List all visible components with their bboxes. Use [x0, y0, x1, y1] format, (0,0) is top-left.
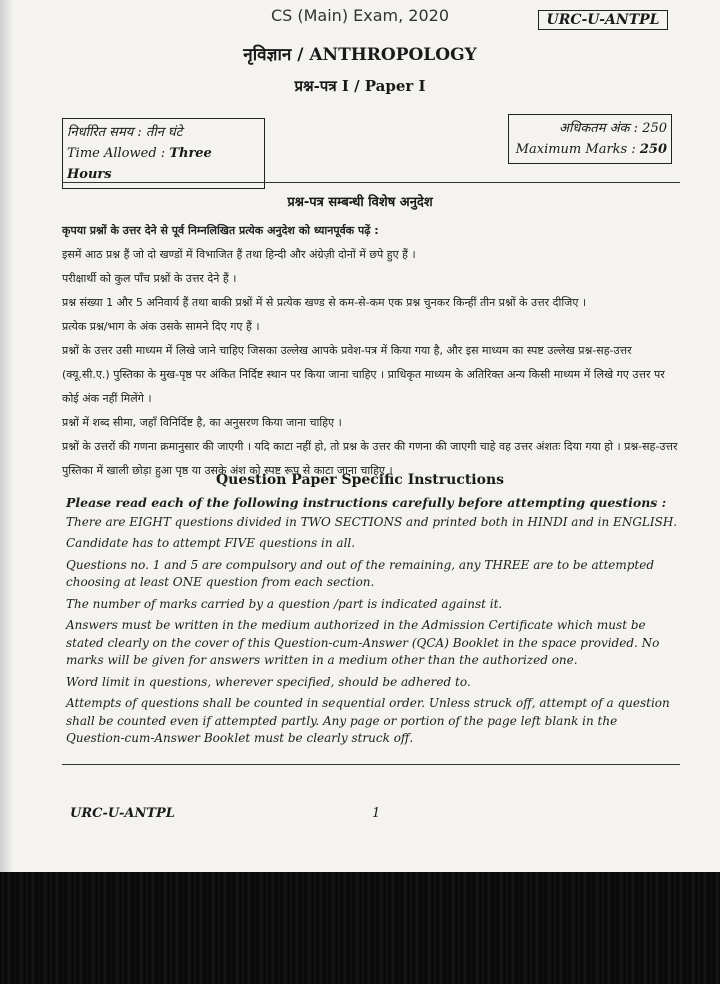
time-allowed-value: Three Hours — [67, 146, 212, 182]
maximum-marks-value: 250 — [639, 142, 667, 157]
hindi-instruction-line: प्रश्न संख्या 1 और 5 अनिवार्य हैं तथा बाकी प्रश्नों में से प्रत्येक खण्ड से कम-से-कम एक प्रश्न चुनकर किन्हीं तीन प्रश्नों के उत्तर दीजिए । — [62, 296, 587, 309]
english-instructions — [66, 494, 678, 752]
english-instructions-heading: Question Paper Specific Instructions — [215, 472, 505, 488]
subject-title: नृविज्ञान / ANTHROPOLOGY — [243, 45, 477, 65]
maximum-marks-box — [508, 114, 672, 164]
english-instructions-lead: Please read each of the following instructions carefully before attempting questions : — [66, 495, 667, 510]
english-instruction-line: Candidate has to attempt FIVE questions in all. — [66, 536, 356, 550]
english-instruction-line: There are EIGHT questions divided in TWO SECTIONS and printed both in HINDI and in ENGLISH. — [66, 514, 678, 529]
hindi-instructions — [62, 219, 682, 483]
hindi-instruction-line: प्रश्नों के उत्तर उसी माध्यम में लिखे जाने चाहिए जिसका उल्लेख आपके प्रवेश-पत्र में किया गया है, और इस माध्यम का स्पष्ट उल्लेख प्रश्न-सह-उत्तर (क्यू.सी.ए.) पुस्तिका के मुख-पृष्ठ पर अंकित निर्दिष्ट स्थान पर किया जाना चाहिए । प्राधिकृत माध्यम के अतिरिक्त अन्य किसी माध्यम में लिखे गए उत्तर पर कोई अंक नहीं मिलेंगे । — [62, 344, 665, 405]
time-allowed-box — [62, 118, 265, 189]
hindi-instructions-heading: प्रश्न-पत्र सम्बन्धी विशेष अनुदेश — [287, 195, 433, 210]
paper-number: प्रश्न-पत्र I / Paper I — [294, 77, 426, 95]
english-instruction-line: Answers must be written in the medium authorized in the Admission Certificate which must be stated clearly on the cover of this Question-cum-Answer (QCA) Booklet in the space provided. No marks will be given for answers written in a medium other than the authorized one. — [66, 618, 660, 667]
exam-title: CS (Main) Exam, 2020 — [270, 6, 450, 25]
page-number: 1 — [372, 806, 381, 821]
time-allowed-label: Time Allowed : — [67, 146, 170, 161]
hindi-instruction-line: इसमें आठ प्रश्न हैं जो दो खण्डों में विभाजित हैं तथा हिन्दी और अंग्रेज़ी दोनों में छपे हुए हैं । — [62, 248, 416, 261]
english-instruction-line: Attempts of questions shall be counted in sequential order. Unless struck off, attempt of a question shall be counted even if attempted partly. Any page or portion of the page left blank in the Question-cum-Answer Booklet must be clearly struck off. — [66, 696, 670, 745]
maximum-marks-label: Maximum Marks : — [515, 142, 640, 157]
hindi-instruction-line: प्रश्नों में शब्द सीमा, जहाँ विनिर्दिष्ट है, का अनुसरण किया जाना चाहिए । — [62, 416, 342, 429]
scan-edge-shadow — [0, 0, 14, 872]
scanner-background — [0, 872, 720, 984]
footer-paper-code: URC-U-ANTPL — [70, 806, 175, 821]
hindi-instruction-line: परीक्षार्थी को कुल पाँच प्रश्नों के उत्तर देने हैं । — [62, 272, 237, 285]
maximum-marks-english — [513, 139, 667, 160]
paper-code-box: URC-U-ANTPL — [538, 10, 668, 30]
divider-top — [62, 182, 680, 183]
hindi-instruction-line: प्रत्येक प्रश्न/भाग के अंक उसके सामने दिए गए हैं । — [62, 320, 260, 333]
english-instruction-line: Questions no. 1 and 5 are compulsory and out of the remaining, any THREE are to be attempted choosing at least ONE question from each section. — [66, 557, 655, 589]
hindi-instruction-line: कृपया प्रश्नों के उत्तर देने से पूर्व निम्नलिखित प्रत्येक अनुदेश को ध्यानपूर्वक पढ़ें : — [62, 224, 379, 237]
english-instruction-line: Word limit in questions, wherever specified, should be adhered to. — [66, 674, 471, 689]
english-instruction-line: The number of marks carried by a question /part is indicated against it. — [66, 596, 503, 611]
time-allowed-hindi: निर्धारित समय : तीन घंटे — [67, 125, 183, 140]
time-allowed-english — [67, 143, 260, 185]
hindi-instruction-line: प्रश्नों के उत्तरों की गणना क्रमानुसार की जाएगी । यदि काटा नहीं हो, तो प्रश्न के उत्तर की गणना की जाएगी चाहे वह उत्तर अंशतः दिया गया हो । प्रश्न-सह-उत्तर पुस्तिका में खाली छोड़ा हुआ पृष्ठ या उसके अंश को स्पष्ट रूप से काटा जाना चाहिए । — [62, 440, 678, 477]
divider-bottom — [62, 764, 680, 765]
maximum-marks-hindi: अधिकतम अंक : 250 — [559, 121, 667, 136]
